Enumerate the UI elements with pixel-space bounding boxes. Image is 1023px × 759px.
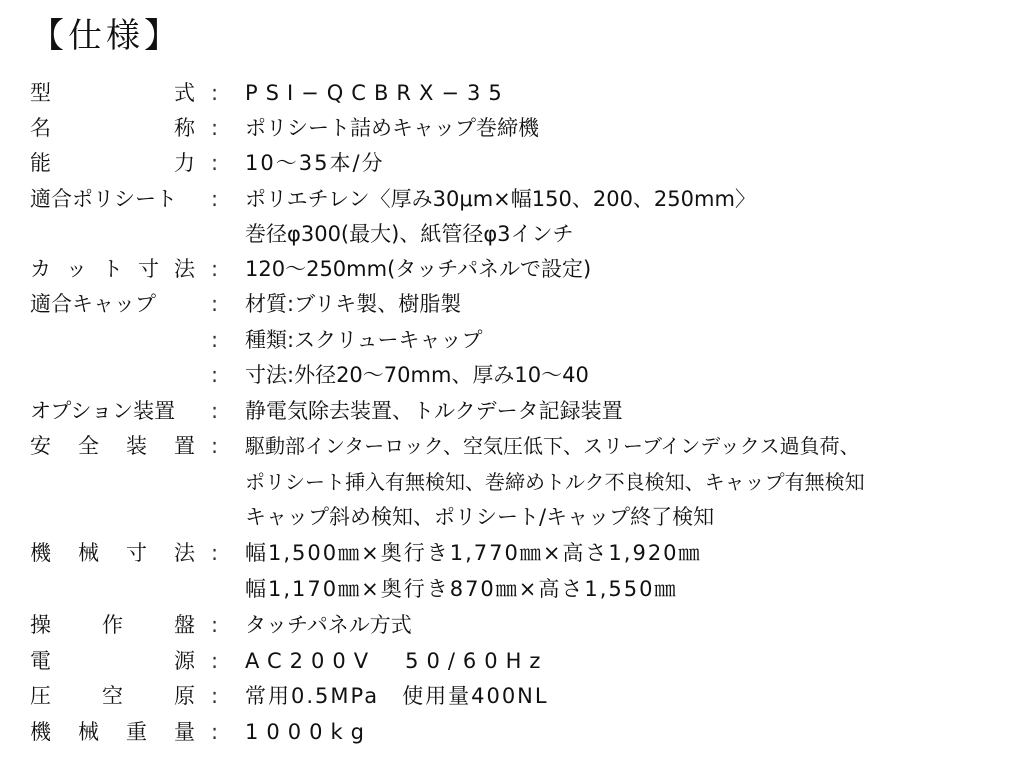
spec-value-sheet-2: 巻径φ300(最大)、紙管径φ3インチ bbox=[245, 222, 574, 246]
colon: : bbox=[211, 151, 219, 175]
colon: : bbox=[211, 116, 219, 140]
label-char: 源 bbox=[174, 649, 195, 673]
label-text: オプション装置 bbox=[30, 399, 176, 423]
spec-value-safety-3: キャップ斜め検知、ポリシート/キャップ終了検知 bbox=[245, 505, 715, 529]
label-char: 力 bbox=[174, 151, 195, 175]
spec-value-panel: タッチパネル方式 bbox=[245, 613, 412, 637]
label-text: 適合キャップ bbox=[30, 292, 156, 316]
label-char: 置 bbox=[174, 434, 195, 458]
spec-value-sheet-1: ポリエチレン〈厚み30μm×幅150、200、250mm〉 bbox=[245, 187, 756, 211]
spec-value-capacity: 10〜35本/分 bbox=[245, 151, 385, 175]
spec-row-panel bbox=[0, 608, 1023, 642]
colon: : bbox=[211, 613, 219, 637]
spec-row-sheet bbox=[0, 182, 1023, 216]
spec-row-cap-2 bbox=[0, 323, 1023, 357]
spec-row-cap bbox=[0, 287, 1023, 321]
label-char: 型 bbox=[30, 81, 51, 105]
spec-value-option: 静電気除去装置、トルクデータ記録装置 bbox=[245, 399, 623, 423]
label-char: 安 bbox=[30, 434, 51, 458]
spec-row-weight bbox=[0, 715, 1023, 749]
spec-value-dims-2: 幅1,170㎜×奥行き870㎜×高さ1,550㎜ bbox=[245, 577, 678, 601]
spec-row-sheet-cont bbox=[0, 217, 1023, 251]
label-char: 寸 bbox=[126, 541, 147, 565]
spec-row-safety-3 bbox=[0, 500, 1023, 534]
colon: : bbox=[211, 81, 219, 105]
spec-value-safety-1: 駆動部インターロック、空気圧低下、スリーブインデックス過負荷、 bbox=[245, 434, 860, 458]
colon: : bbox=[211, 292, 219, 316]
spec-row-capacity bbox=[0, 146, 1023, 180]
label-char: ト bbox=[102, 257, 123, 281]
label-char: 能 bbox=[30, 151, 51, 175]
colon: : bbox=[211, 434, 219, 458]
label-char: 装 bbox=[126, 434, 147, 458]
label-char: 量 bbox=[174, 720, 195, 744]
spec-label-power bbox=[30, 644, 195, 678]
spec-label-air bbox=[30, 679, 195, 713]
spec-value-model: PSI−QCBRX−35 bbox=[245, 81, 510, 105]
label-char: 械 bbox=[78, 720, 99, 744]
spec-label-option bbox=[30, 394, 195, 428]
spec-label-model bbox=[30, 76, 195, 110]
spec-label-weight bbox=[30, 715, 195, 749]
label-char: 原 bbox=[174, 684, 195, 708]
colon: : bbox=[211, 363, 219, 387]
colon: : bbox=[211, 257, 219, 281]
spec-row-option bbox=[0, 394, 1023, 428]
spec-row-model bbox=[0, 76, 1023, 110]
label-char: 名 bbox=[30, 116, 51, 140]
colon: : bbox=[211, 399, 219, 423]
spec-row-safety bbox=[0, 429, 1023, 463]
label-text: 適合ポリシート bbox=[30, 187, 177, 211]
spec-value-weight: 1000kg bbox=[245, 720, 372, 744]
colon: : bbox=[211, 720, 219, 744]
spec-value-safety-2: ポリシート挿入有無検知、巻締めトルク不良検知、キャップ有無検知 bbox=[245, 470, 865, 494]
spec-label-safety bbox=[30, 429, 195, 463]
spec-value-cut: 120〜250mm(タッチパネルで設定) bbox=[245, 257, 592, 281]
spec-row-safety-2 bbox=[0, 465, 1023, 499]
label-char: 称 bbox=[174, 116, 195, 140]
label-char: 法 bbox=[174, 257, 195, 281]
spec-row-cut bbox=[0, 252, 1023, 286]
label-char: 作 bbox=[102, 613, 123, 637]
spec-label-panel bbox=[30, 608, 195, 642]
spec-label-sheet bbox=[30, 182, 195, 216]
label-char: 電 bbox=[30, 649, 51, 673]
label-char: 圧 bbox=[30, 684, 51, 708]
colon: : bbox=[211, 649, 219, 673]
label-char: カ bbox=[30, 257, 51, 281]
label-char: 空 bbox=[102, 684, 123, 708]
colon: : bbox=[211, 328, 219, 352]
label-char: 重 bbox=[126, 720, 147, 744]
spec-row-name bbox=[0, 111, 1023, 145]
spec-value-cap-1: 材質:ブリキ製、樹脂製 bbox=[245, 292, 462, 316]
label-char: 機 bbox=[30, 541, 51, 565]
spec-value-air: 常用0.5MPa 使用量400NL bbox=[245, 684, 549, 708]
spec-label-cap bbox=[30, 287, 195, 321]
page-title: 【仕様】 bbox=[30, 16, 182, 56]
spec-row-dims-2 bbox=[0, 572, 1023, 606]
label-char: 機 bbox=[30, 720, 51, 744]
spec-value-cap-3: 寸法:外径20〜70mm、厚み10〜40 bbox=[245, 363, 589, 387]
spec-value-name: ポリシート詰めキャップ巻締機 bbox=[245, 116, 539, 140]
spec-label-capacity bbox=[30, 146, 195, 180]
spec-row-air bbox=[0, 679, 1023, 713]
colon: : bbox=[211, 187, 219, 211]
spec-label-name bbox=[30, 111, 195, 145]
label-char: 法 bbox=[174, 541, 195, 565]
label-char: 械 bbox=[78, 541, 99, 565]
colon: : bbox=[211, 684, 219, 708]
spec-label-cut bbox=[30, 252, 195, 286]
label-char: 操 bbox=[30, 613, 51, 637]
label-char: 盤 bbox=[174, 613, 195, 637]
label-char: ッ bbox=[66, 257, 87, 281]
label-char: 全 bbox=[78, 434, 99, 458]
spec-row-dims bbox=[0, 536, 1023, 570]
spec-value-cap-2: 種類:スクリューキャップ bbox=[245, 328, 483, 352]
spec-value-power: AC200V 50/60Hz bbox=[245, 649, 549, 673]
spec-row-power bbox=[0, 644, 1023, 678]
spec-label-dims bbox=[30, 536, 195, 570]
spec-value-dims-1: 幅1,500㎜×奥行き1,770㎜×高さ1,920㎜ bbox=[245, 541, 702, 565]
colon: : bbox=[211, 541, 219, 565]
label-char: 寸 bbox=[138, 257, 159, 281]
label-char: 式 bbox=[174, 81, 195, 105]
spec-row-cap-3 bbox=[0, 358, 1023, 392]
